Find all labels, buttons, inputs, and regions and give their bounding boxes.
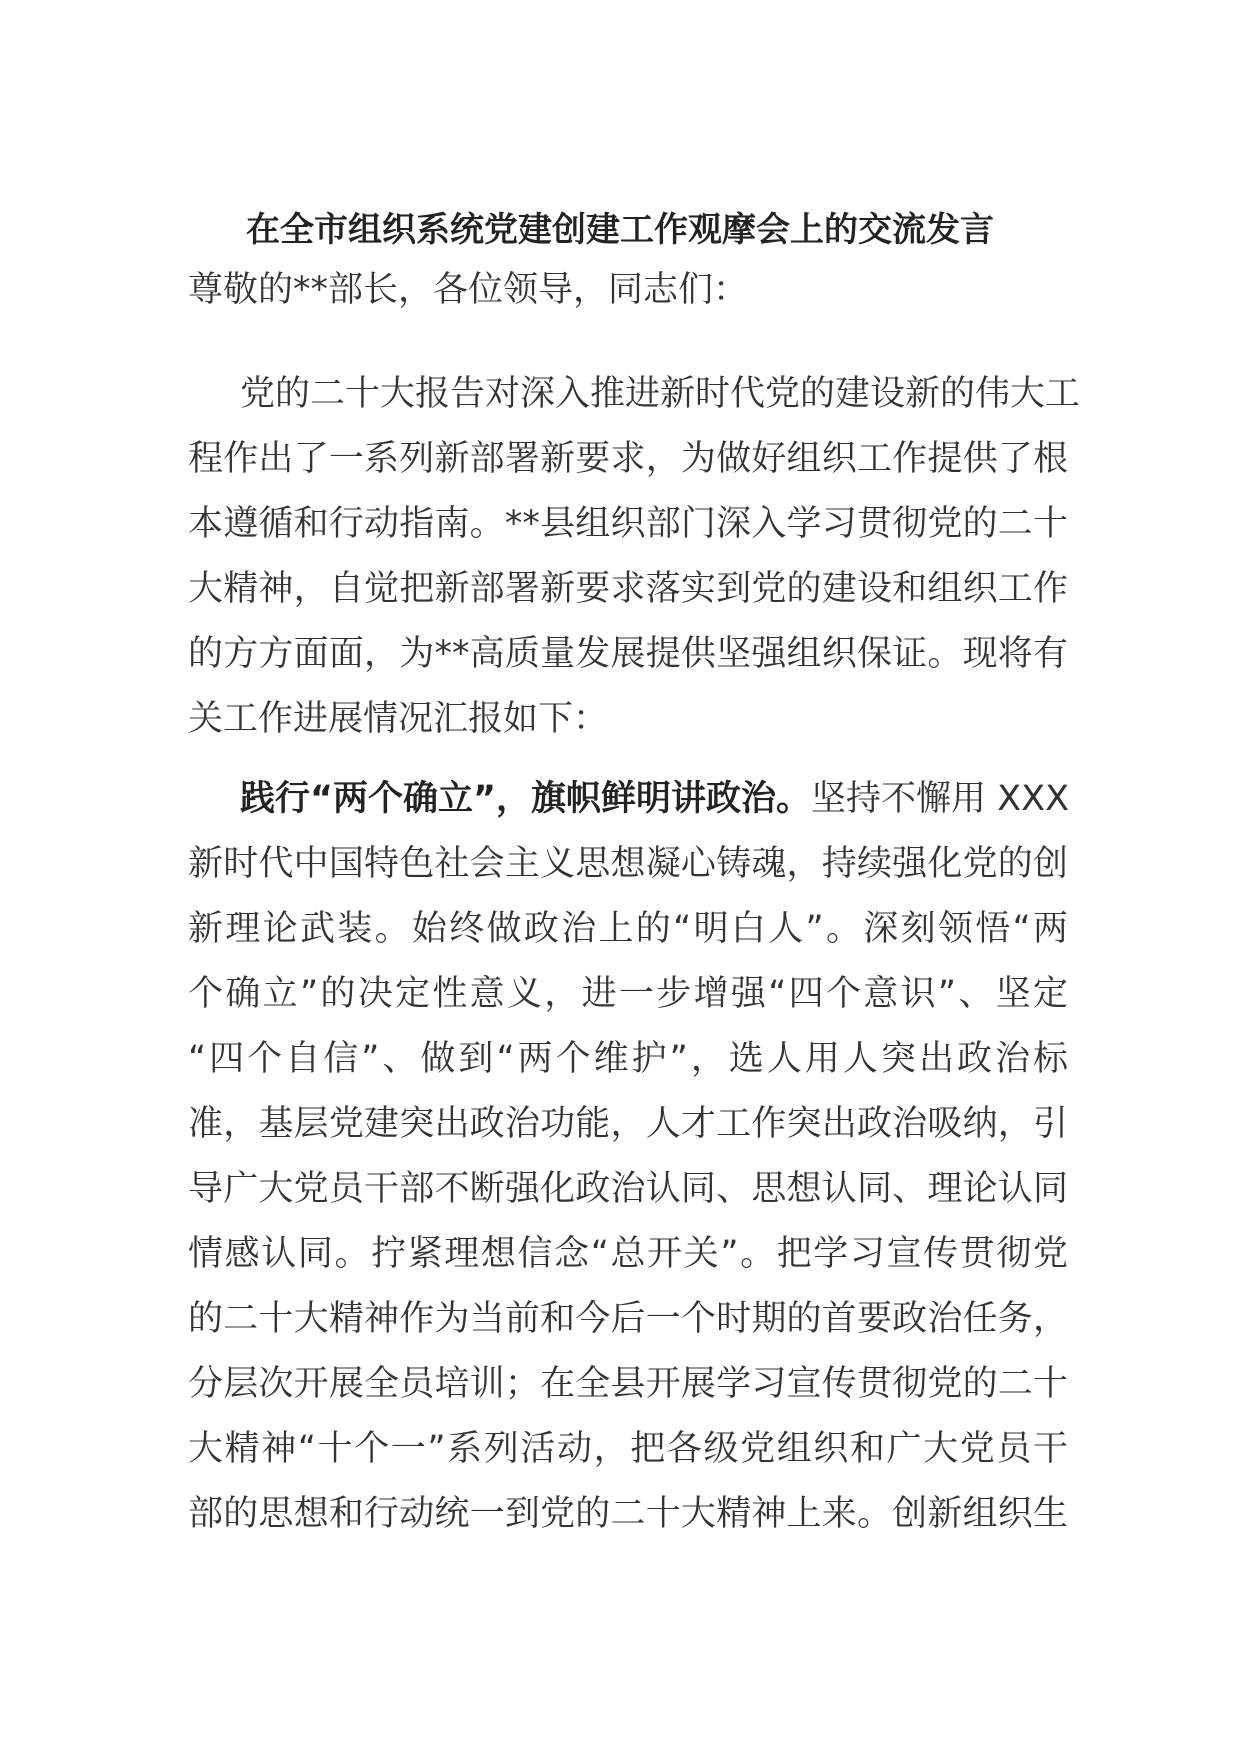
paragraph-line-rest: 坚持不懈用 XXX xyxy=(811,779,1070,819)
paragraph-line: 本遵循和行动指南。**县组织部门深入学习贯彻党的二十 xyxy=(188,504,1068,544)
paragraph-first-line xyxy=(188,767,1068,832)
paragraph-line: 个确立”的决定性意义，进一步增强“四个意识”、坚定 xyxy=(188,974,1068,1014)
paragraph-line: 准，基层党建突出政治功能，人才工作突出政治吸纳，引 xyxy=(188,1104,1068,1144)
paragraph-line: 导广大党员干部不断强化政治认同、思想认同、理论认同 xyxy=(188,1169,1068,1209)
paragraph-line: 的方方面面，为**高质量发展提供坚强组织保证。现将有 xyxy=(188,634,1068,674)
paragraph-intro xyxy=(188,362,1081,752)
paragraph-lead-heading: 践行“两个确立”，旗帜鲜明讲政治。 xyxy=(240,779,812,819)
paragraph-line: “四个自信”、做到“两个维护”，选人用人突出政治标 xyxy=(188,1039,1068,1079)
paragraph-politics xyxy=(188,767,1068,1547)
paragraph-line: 新时代中国特色社会主义思想凝心铸魂，持续强化党的创 xyxy=(188,844,1068,884)
paragraph-line: 关工作进展情况汇报如下： xyxy=(188,699,609,739)
paragraph-line: 党的二十大报告对深入推进新时代党的建设新的伟大工 xyxy=(240,374,1081,414)
paragraph-line: 大精神“十个一”系列活动，把各级党组织和广大党员干 xyxy=(188,1429,1068,1469)
document-title: 在全市组织系统党建创建工作观摩会上的交流发言 xyxy=(246,210,994,250)
paragraph-line: 部的思想和行动统一到党的二十大精神上来。创新组织生 xyxy=(188,1494,1068,1534)
salutation: 尊敬的**部长，各位领导，同志们： xyxy=(188,270,749,310)
paragraph-line: 分层次开展全员培训；在全县开展学习宣传贯彻党的二十 xyxy=(188,1364,1068,1404)
paragraph-line: 的二十大精神作为当前和今后一个时期的首要政治任务， xyxy=(188,1299,1068,1339)
paragraph-line: 新理论武装。始终做政治上的“明白人”。深刻领悟“两 xyxy=(188,909,1068,949)
paragraph-line: 情感认同。拧紧理想信念“总开关”。把学习宣传贯彻党 xyxy=(188,1234,1068,1274)
paragraph-line: 程作出了一系列新部署新要求，为做好组织工作提供了根 xyxy=(188,439,1068,479)
paragraph-line: 大精神，自觉把新部署新要求落实到党的建设和组织工作 xyxy=(188,569,1068,609)
